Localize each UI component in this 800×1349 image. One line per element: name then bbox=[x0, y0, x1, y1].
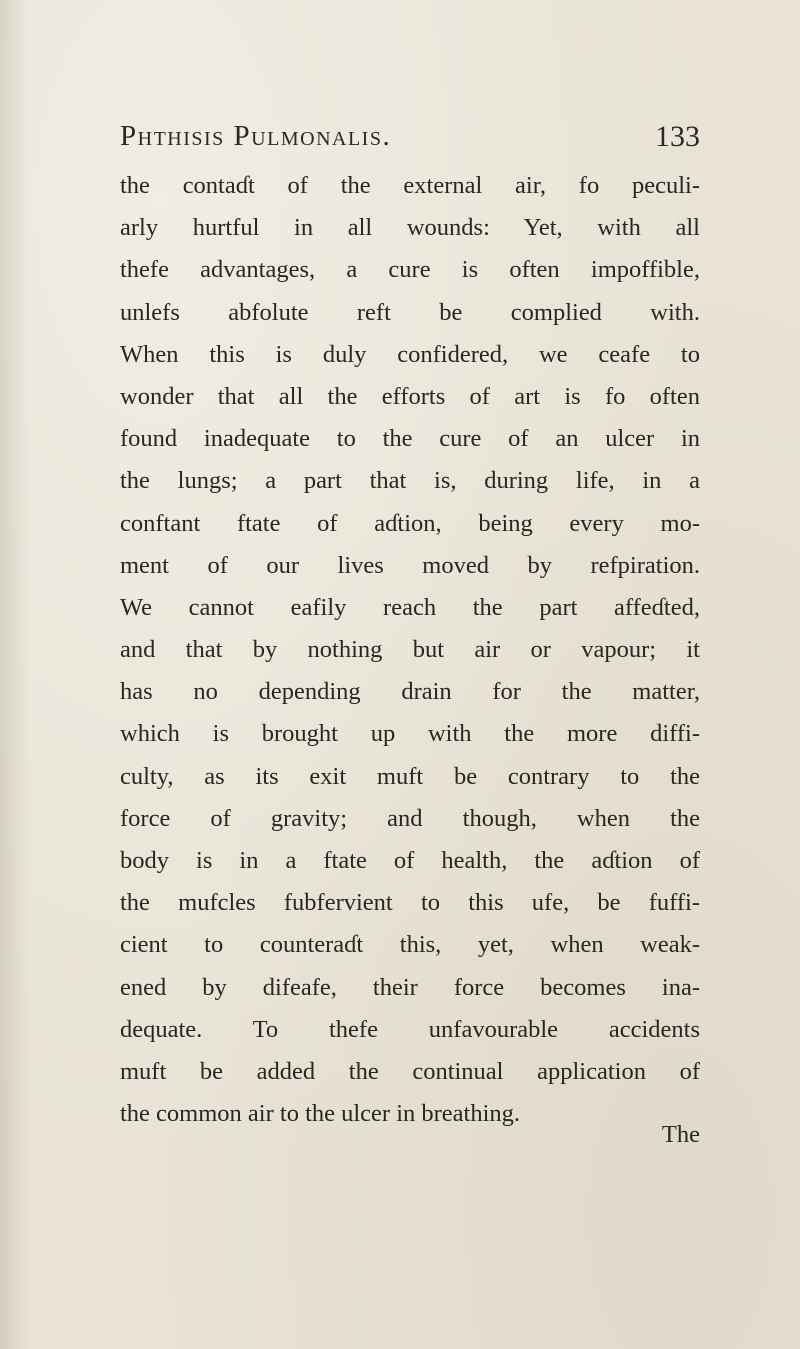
text-line: which is brought up with the more diffi- bbox=[120, 720, 700, 748]
gutter-shadow bbox=[0, 0, 30, 1349]
text-line: We cannot eafily reach the part affeɗted, bbox=[120, 593, 700, 621]
text-line: arly hurtful in all wounds: Yet, with all bbox=[120, 214, 700, 242]
text-line: When this is duly confidered, we ceafe to bbox=[120, 340, 700, 368]
text-line: body is in a ftate of health, the aɗtion of bbox=[120, 847, 700, 874]
text-line: thefe advantages, a cure is often impoffible, bbox=[120, 256, 700, 284]
text-line: has no depending drain for the matter, bbox=[120, 678, 700, 706]
text-line: ened by difeafe, their force becomes ina- bbox=[120, 973, 700, 1001]
text-line: culty, as its exit muft be contrary to the bbox=[120, 762, 700, 790]
catchword: The bbox=[661, 1121, 700, 1148]
text-line: force of gravity; and though, when the bbox=[120, 804, 700, 832]
text-line: the common air to the ulcer in breathing. bbox=[120, 1100, 521, 1128]
text-line: unlefs abfolute reft be complied with. bbox=[120, 298, 700, 326]
text-line: the lungs; a part that is, during life, in a bbox=[120, 467, 700, 495]
text-line: cient to counteraɗt this, yet, when weak- bbox=[120, 931, 700, 959]
running-head: Phthisis Pulmonalis. bbox=[120, 120, 392, 152]
page-header bbox=[120, 120, 700, 160]
page-number: 133 bbox=[655, 120, 700, 153]
text-line: wonder that all the efforts of art is fo often bbox=[120, 382, 700, 410]
text-line: conftant ftate of aɗtion, being every mo- bbox=[120, 509, 700, 537]
text-line: ment of our lives moved by refpiration. bbox=[120, 551, 700, 579]
text-line: found inadequate to the cure of an ulcer in bbox=[120, 425, 700, 453]
text-line: muft be added the continual application of bbox=[120, 1057, 700, 1085]
text-line: the mufcles fubfervient to this ufe, be fuffi- bbox=[120, 889, 700, 917]
text-line: the contaɗt of the external air, fo peculi- bbox=[120, 172, 700, 199]
text-line: and that by nothing but air or vapour; it bbox=[120, 636, 700, 664]
text-line: dequate. To thefe unfavourable accidents bbox=[120, 1015, 700, 1043]
body-text bbox=[120, 165, 700, 1135]
